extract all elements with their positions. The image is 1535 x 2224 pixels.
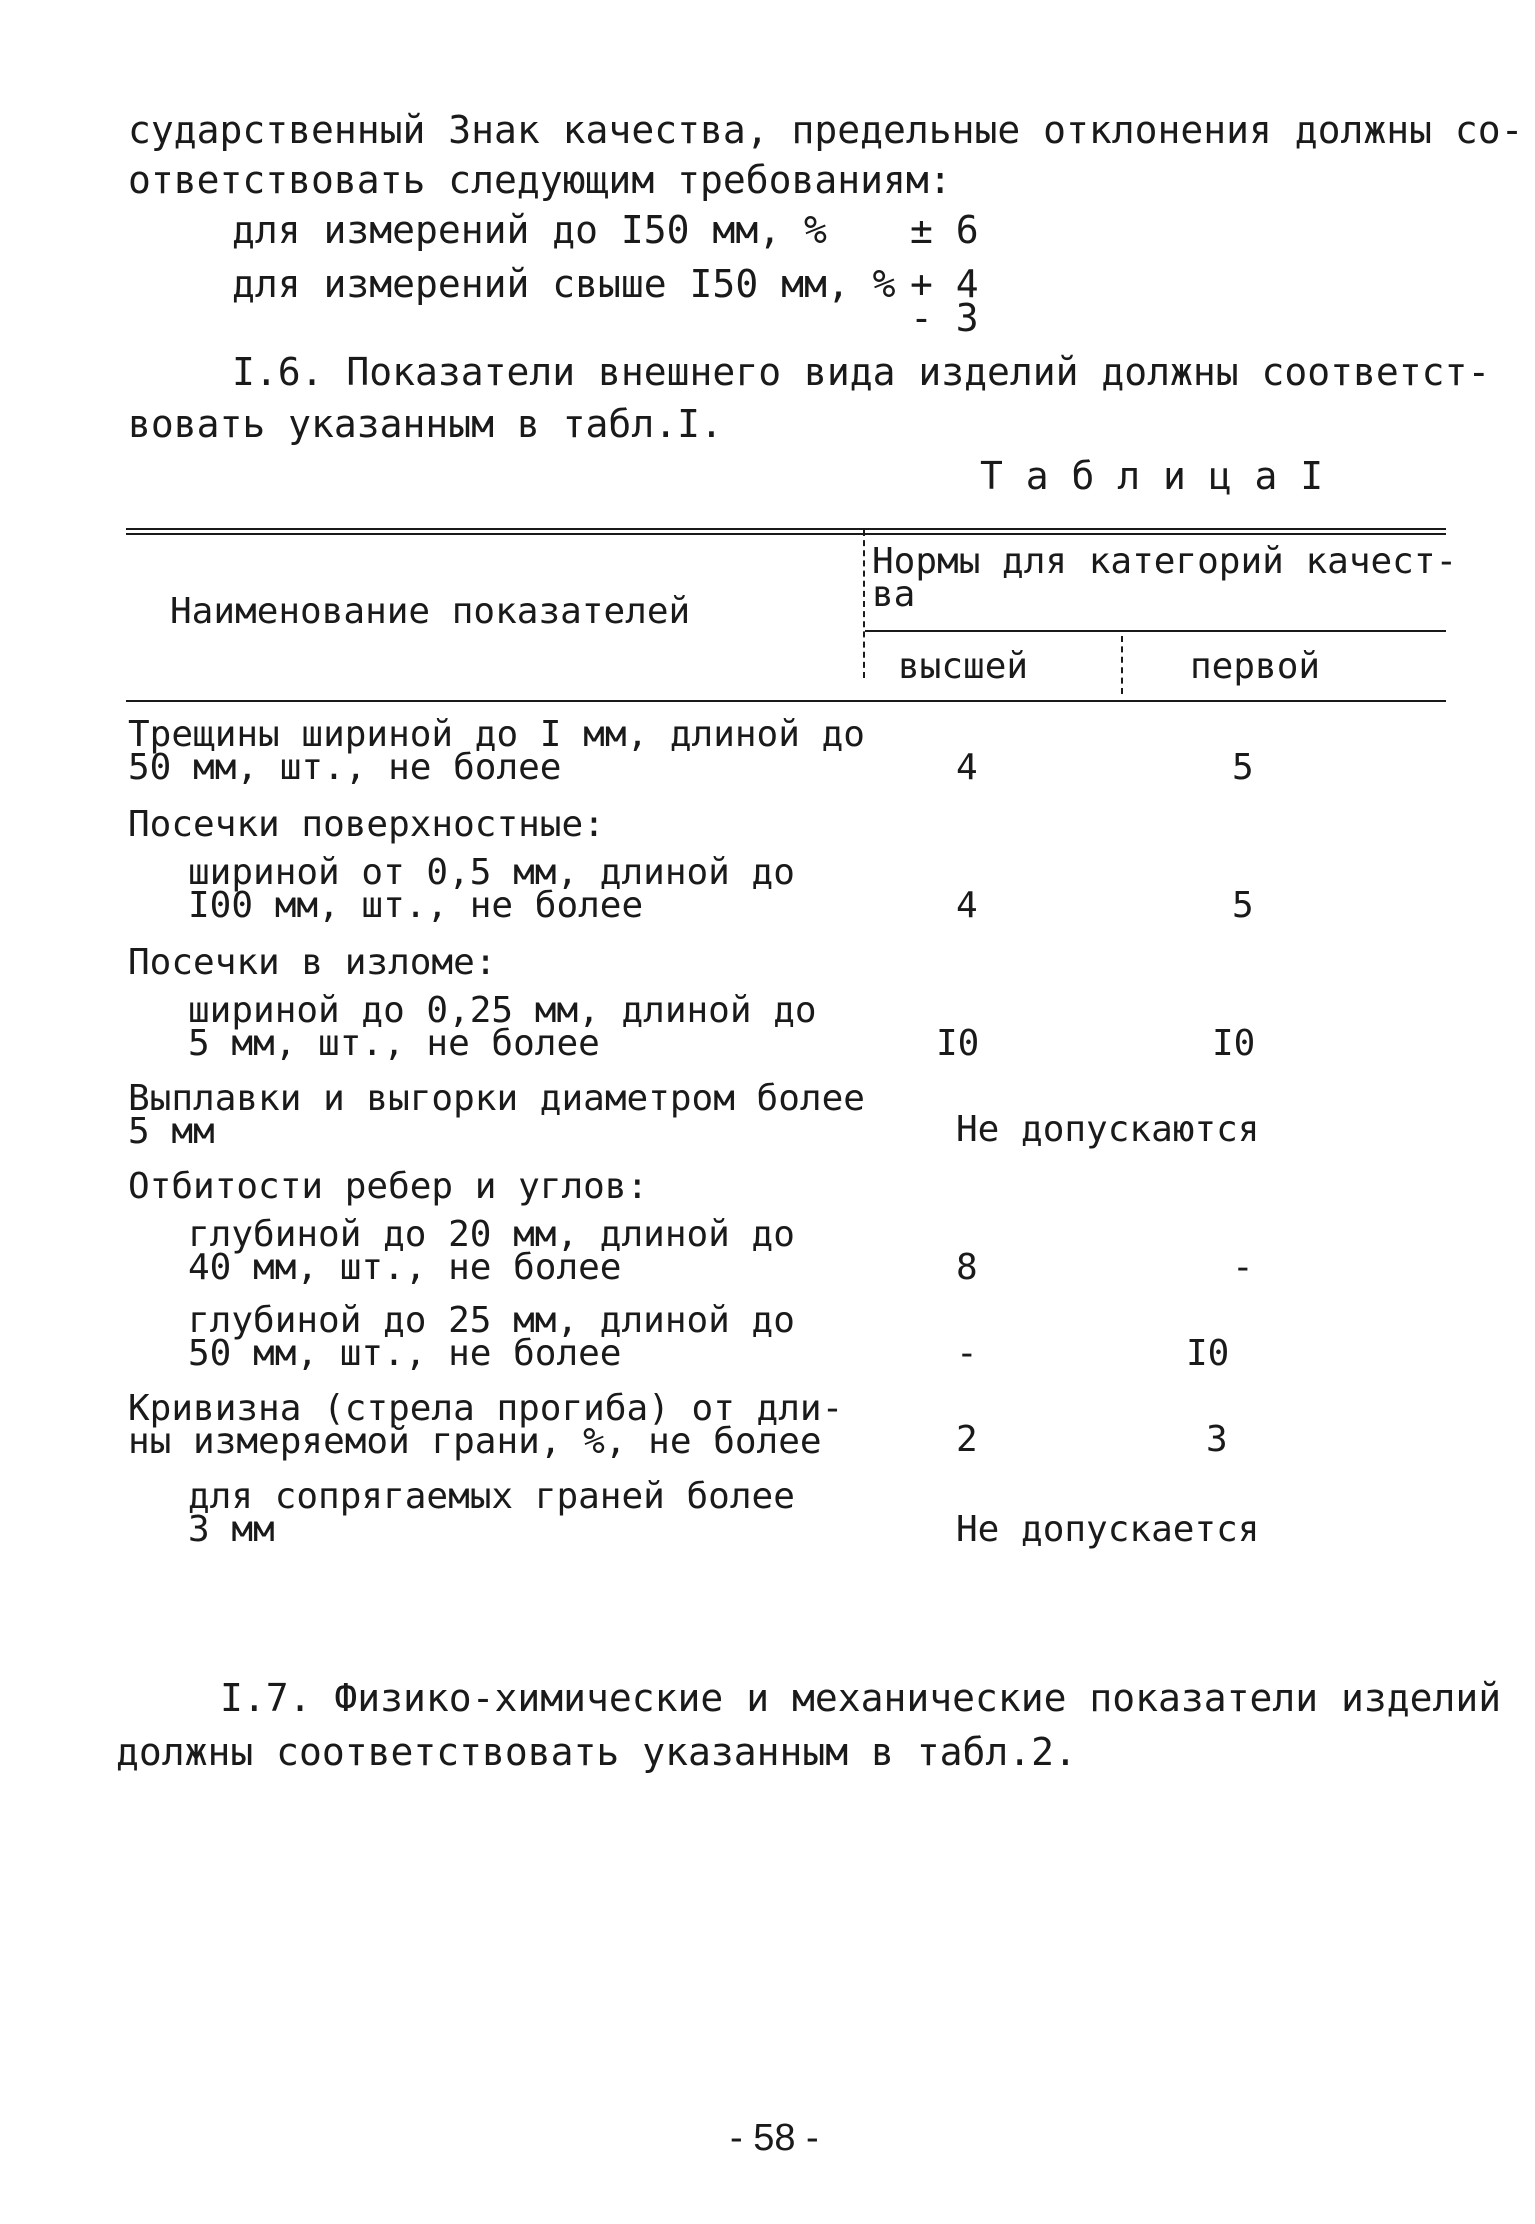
row-3-highest: 4 <box>956 885 978 926</box>
row-11-name-line-2: 3 мм <box>188 1509 275 1550</box>
row-3-first: 5 <box>1232 885 1254 926</box>
row-10-name-line-1: Кривизна (стрела прогиба) от дли- <box>128 1388 844 1429</box>
intro-line-2: ответствовать следующим требованиям: <box>128 158 952 202</box>
tolerance-1-value: ± 6 <box>910 208 979 252</box>
row-1-first: 5 <box>1232 747 1254 788</box>
section-1-7-line-2: должны соответствовать указанным в табл.2. <box>116 1730 1077 1774</box>
tolerance-2-label: для измерений свыше I50 мм, % <box>232 262 896 306</box>
col-highest: высшей <box>898 646 1029 687</box>
row-9-highest: - <box>956 1333 978 1374</box>
row-4-name: Посечки в изломе: <box>128 942 497 983</box>
row-10-highest: 2 <box>956 1419 978 1460</box>
table-top-rule <box>126 528 1446 530</box>
row-5-first: I0 <box>1212 1023 1256 1064</box>
row-2-name: Посечки поверхностные: <box>128 804 605 845</box>
row-6-name-line-2: 5 мм <box>128 1111 215 1152</box>
row-10-first: 3 <box>1206 1419 1228 1460</box>
row-11-norm-span: Не допускается <box>956 1509 1260 1550</box>
row-5-name-line-1: шириной до 0,25 мм, длиной до <box>188 990 817 1031</box>
header-name: Наименование показателей <box>170 591 691 632</box>
row-6-norm-span: Не допускаются <box>956 1109 1260 1150</box>
tolerance-1-label: для измерений до I50 мм, % <box>232 208 827 252</box>
tolerance-2-plus: + 4 <box>910 262 979 306</box>
col-first: первой <box>1190 646 1321 687</box>
row-8-name-line-1: глубиной до 20 мм, длиной до <box>188 1214 795 1255</box>
row-9-name-line-2: 50 мм, шт., не более <box>188 1333 622 1374</box>
row-9-first: I0 <box>1186 1333 1230 1374</box>
row-5-name-line-2: 5 мм, шт., не более <box>188 1023 600 1064</box>
tolerance-2-minus: - 3 <box>910 296 979 340</box>
row-7-name: Отбитости ребер и углов: <box>128 1166 649 1207</box>
header-norms-line-2: ва <box>872 574 916 615</box>
table-caption: Т а б л и ц а I <box>980 454 1324 498</box>
norms-subheader-rule <box>865 630 1446 632</box>
row-8-highest: 8 <box>956 1247 978 1288</box>
page-number: - 58 - <box>730 2117 819 2159</box>
row-8-name-line-2: 40 мм, шт., не более <box>188 1247 622 1288</box>
row-1-name-line-1: Трещины шириной до I мм, длиной до <box>128 714 865 755</box>
header-bottom-rule <box>126 700 1446 702</box>
header-divider <box>863 530 865 678</box>
subheader-divider <box>1121 636 1123 694</box>
row-6-name-line-1: Выплавки и выгорки диаметром более <box>128 1078 865 1119</box>
row-3-name-line-2: I00 мм, шт., не более <box>188 885 644 926</box>
row-10-name-line-2: ны измеряемой грани, %, не более <box>128 1421 822 1462</box>
row-5-highest: I0 <box>936 1023 980 1064</box>
header-norms-line-1: Нормы для категорий качест- <box>872 541 1458 582</box>
row-11-name-line-1: для сопрягаемых граней более <box>188 1476 795 1517</box>
table-top-rule-2 <box>126 533 1446 535</box>
row-1-highest: 4 <box>956 747 978 788</box>
section-1-7-line-1: I.7. Физико-химические и механические показатели изделий <box>220 1676 1502 1720</box>
row-3-name-line-1: шириной от 0,5 мм, длиной до <box>188 852 795 893</box>
section-1-6-line-1: I.6. Показатели внешнего вида изделий должны соответст- <box>232 350 1491 394</box>
intro-line-1: сударственный Знак качества, предельные отклонения должны со- <box>128 108 1524 152</box>
row-8-first: - <box>1232 1247 1254 1288</box>
row-1-name-line-2: 50 мм, шт., не более <box>128 747 562 788</box>
section-1-6-line-2: вовать указанным в табл.I. <box>128 402 723 446</box>
row-9-name-line-1: глубиной до 25 мм, длиной до <box>188 1300 795 1341</box>
